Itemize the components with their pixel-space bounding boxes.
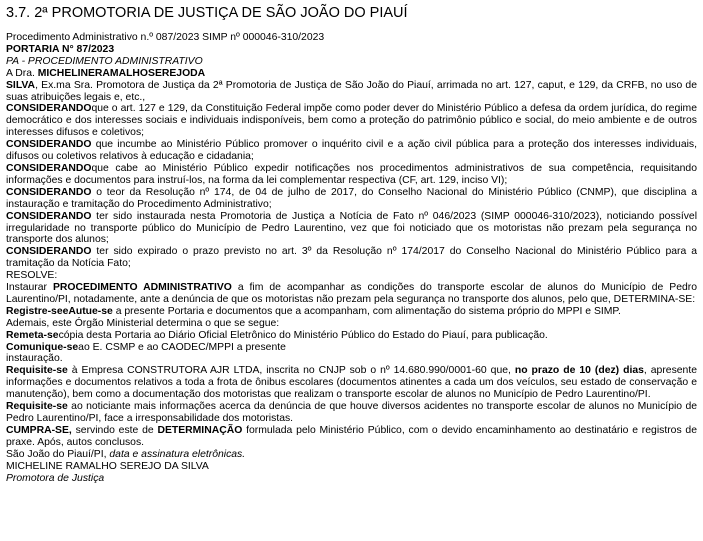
comunique-line: Comunique-seao E. CSMP e ao CAODEC/MPPI a presente [6,341,286,353]
ademais-line: Ademais, este Órgão Ministerial determina o que se segue: [6,317,280,329]
considerando-paragraph: CONSIDERANDOque cabe ao Ministério Público expedir notificações nos procedimentos administrativos de sua competência, requisitando informações e documentos para instruí-los, na forma da lei complementar respectiva (CF, art. 129, inciso VI); [6,162,697,186]
place-date-line: São João do Piauí/PI, data e assinatura eletrônicas. [6,448,246,460]
cumpra-paragraph: CUMPRA-SE, servindo este de DETERMINAÇÃO formulada pelo Ministério Público, com o devido encaminhamento ao destinatário e registros de praxe. Após, autos conclusos. [6,424,697,448]
considerando-paragraph: CONSIDERANDO que incumbe ao Ministério Público promover o inquérito civil e a ação civil pública para a proteção dos interesses individuais, difusos ou coletivos relativos à educação e cidadania; [6,139,697,163]
section-heading: 3.7. 2ª PROMOTORIA DE JUSTIÇA DE SÃO JOÃO DO PIAUÍ [6,5,408,21]
considerando-paragraph: CONSIDERANDO ter sido instaurada nesta Promotoria de Justiça a Notícia de Fato nº 046/2023 (SIMP 000046-310/2023), noticiando possível irregularidade no transporte público do Município de Pedro Laurentino, vez que foi noticiado que os motoristas não prezam pela segurança no transporte dos alunos; [6,210,697,246]
registre-paragraph: Registre-seeAutue-se a presente Portaria e documentos que a acompanham, com alimentação do sistema próprio do MPPI e SIMP. [6,305,621,317]
portaria-number: PORTARIA N° 87/2023 [6,43,115,55]
requisite-noticiante-paragraph: Requisite-se ao noticiante mais informações acerca da denúncia de que houve diversos acidentes no transporte escolar de alunos no Município de Pedro Laurentino/PI, face a irresponsabilidade dos motoristas. [6,401,697,424]
procedure-reference: Procedimento Administrativo n.º 087/2023 SIMP nº 000046-310/2023 [6,32,325,43]
intro-line: A Dra. MICHELINERAMALHOSEREJODA [6,67,206,79]
silva-paragraph: SILVA, Ex.ma Sra. Promotora de Justiça da 2ª Promotoria de Justiça de São João do Piauí, arrimada no art. 127, caput, e 129, da CRFB, no uso de suas atribuições legais e, etc., [6,79,697,103]
considerando-paragraph: CONSIDERANDO ter sido expirado o prazo previsto no art. 3º da Resolução nº 174/2017 do Conselho Nacional do Ministério Público para a tramitação da Notícia Fato; [6,246,697,270]
considerando-paragraph: CONSIDERANDO o teor da Resolução nº 174, de 04 de julho de 2017, do Conselho Nacional do Ministério Público (CNMP), que disciplina a instauração e tramitação do Procedimento Administrativo; [6,186,697,210]
considerando-paragraph: CONSIDERANDOque o art. 127 e 129, da Constituição Federal impõe como poder dever do Ministério Público a defesa da ordem jurídica, do regime democrático e dos interesses sociais e individuais indisponíveis, bem como a proteção do patrimônio público e social, do meio ambiente e de outros interesses difusos e coletivos; [6,103,697,139]
comunique-continuation: instauração. [6,353,63,365]
remeta-paragraph: Remeta-secópia desta Portaria ao Diário Oficial Eletrônico do Ministério Público do Estado do Piauí, para publicação. [6,329,548,341]
document-body [6,32,697,484]
instaurar-paragraph: Instaurar PROCEDIMENTO ADMINISTRATIVO a fim de acompanhar as condições do transporte escolar de alunos do Município de Pedro Laurentino/PI, notadamente, ante a denúncia de que os motoristas não prezam pela segurança no transporte dos alunos, pelo que, DETERMINA-SE: [6,282,698,305]
requisite-empresa-paragraph: Requisite-se à Empresa CONSTRUTORA AJR LTDA, inscrita no CNJP sob o nº 14.680.990/0001-60 que, no prazo de 10 (dez) dias, apresente informações e documentos relativos a toda a frota de ônibus escolares (documentos atinentes a cada um dos veículos, seu estado de conservação e manutenção), bem como a documentação dos motoristas que realizam o transporte escolar de alunos no Município de Pedro Laurentino/PI. [6,365,697,401]
resolve-line: RESOLVE: [6,270,58,282]
pa-label: PA - PROCEDIMENTO ADMINISTRATIVO [6,55,203,67]
signer-name: MICHELINE RAMALHO SEREJO DA SILVA [6,460,209,472]
signer-title: Promotora de Justiça [6,472,105,484]
